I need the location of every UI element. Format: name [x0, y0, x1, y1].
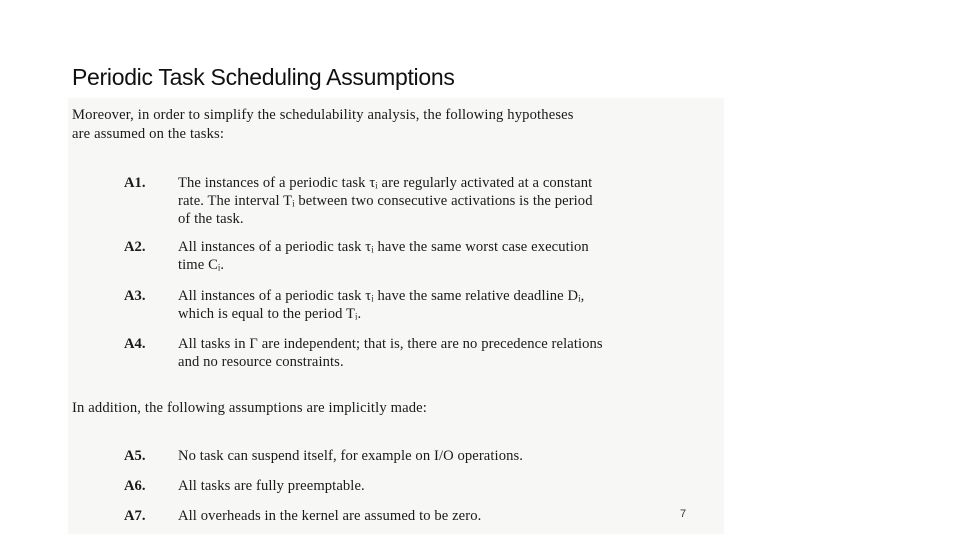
assumption-line: and no resource constraints.	[178, 354, 344, 370]
assumption-label: A6.	[124, 478, 146, 494]
assumption-text	[178, 238, 708, 274]
page-number: 7	[680, 508, 687, 520]
assumption-line: The instances of a periodic task τᵢ are regularly activated at a constant	[178, 175, 593, 191]
assumption-text	[178, 477, 708, 495]
assumption-line: time Cᵢ.	[178, 257, 225, 273]
assumption-line: All tasks are fully preemptable.	[178, 478, 365, 494]
assumption-line: which is equal to the period Tᵢ.	[178, 306, 362, 322]
assumption-line: All instances of a periodic task τᵢ have the same relative deadline Dᵢ,	[178, 288, 585, 304]
assumption-label: A7.	[124, 508, 146, 524]
intro-paragraph	[72, 106, 574, 144]
assumption-line: rate. The interval Tᵢ between two consecutive activations is the period	[178, 193, 593, 209]
assumption-label: A3.	[124, 288, 146, 304]
assumption-label: A5.	[124, 448, 146, 464]
assumption-line: All instances of a periodic task τᵢ have the same worst case execution	[178, 239, 589, 255]
assumption-line: All tasks in Γ are independent; that is, there are no precedence relations	[178, 336, 603, 352]
assumption-text	[178, 287, 708, 323]
assumption-label: A4.	[124, 336, 146, 352]
scanned-textbook-page	[68, 98, 724, 534]
intro-line: Moreover, in order to simplify the schedulability analysis, the following hypotheses	[72, 107, 574, 123]
slide-title: Periodic Task Scheduling Assumptions	[72, 64, 455, 90]
assumption-line: All overheads in the kernel are assumed to be zero.	[178, 508, 482, 524]
assumption-text	[178, 335, 708, 371]
assumption-text	[178, 507, 708, 525]
assumption-line: No task can suspend itself, for example on I/O operations.	[178, 448, 524, 464]
assumption-label: A2.	[124, 239, 146, 255]
assumption-line: of the task.	[178, 211, 244, 227]
assumption-text	[178, 447, 708, 465]
intro-line: are assumed on the tasks:	[72, 126, 225, 142]
assumption-text	[178, 174, 708, 228]
addition-paragraph: In addition, the following assumptions are implicitly made:	[72, 400, 427, 416]
assumption-label: A1.	[124, 175, 146, 191]
